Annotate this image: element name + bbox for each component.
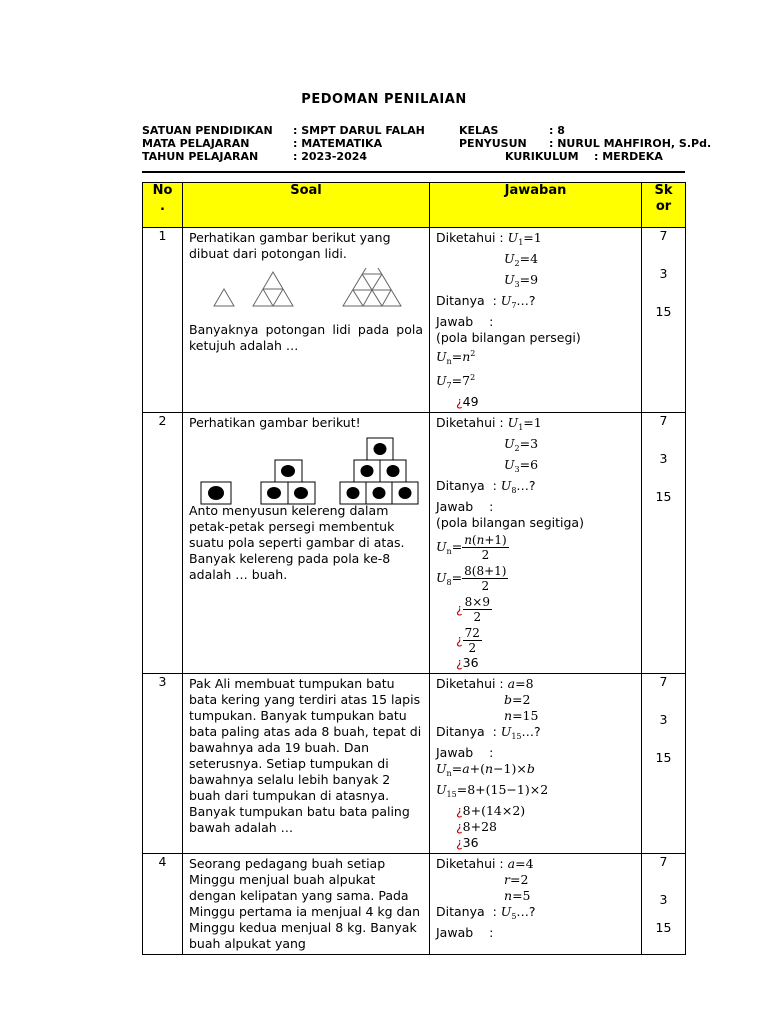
table-row bbox=[143, 228, 686, 413]
soal-text: Seorang pedagang buah setiap Minggu menjual buah alpukat dengan kelipatan yang sama. Pada Minggu pertama ia menjual 4 kg dan Minggu kedua menjual 8 kg. Banyak buah alpukat yang bbox=[189, 856, 421, 951]
skor-cell: 7 3 15 bbox=[642, 413, 686, 674]
row-number: 4 bbox=[143, 854, 183, 955]
header-tahun-value: : 2023-2024 bbox=[293, 150, 368, 163]
jawaban-cell: Diketahui : a=4 r=2 n=5 Ditanya : $U_5\dots$? Jawab : bbox=[430, 854, 642, 955]
header-kelas-value: : 8 bbox=[549, 124, 565, 137]
skor-cell: 7 3 15 bbox=[642, 228, 686, 413]
soal-question: Anto menyusun kelereng dalam petak-petak persegi membentuk suatu pola seperti gambar di atas. Banyak kelereng pada pola ke-8 adalah … buah. bbox=[189, 503, 405, 582]
skor-cell: 7 3 15 bbox=[642, 674, 686, 854]
jawaban-cell: Diketahui : a=8 b=2 n=15 Ditanya : $U_{15}\dots$? Jawab : $U_n=a+(n-1)\times b$ $U_{15}=8+(15-1)\times 2$ ¿8+(14×2) ¿8+28 ¿36 bbox=[430, 674, 642, 854]
table-row bbox=[143, 413, 686, 674]
soal-cell bbox=[183, 674, 430, 854]
soal-cell bbox=[183, 413, 430, 674]
header-penyusun-label: PENYUSUN bbox=[459, 137, 527, 150]
header-satuan-label: SATUAN PENDIDIKAN bbox=[142, 124, 273, 137]
marble-box-pattern-figure bbox=[189, 437, 419, 507]
header-satuan-value: : SMPT DARUL FALAH bbox=[293, 124, 425, 137]
header-mapel-value: : MATEMATIKA bbox=[293, 137, 383, 150]
table-row bbox=[143, 854, 686, 955]
assessment-table bbox=[142, 182, 686, 955]
skor-cell: 7 3 15 bbox=[642, 854, 686, 955]
header-skor: Sk or bbox=[642, 183, 686, 228]
header-soal: Soal bbox=[183, 183, 430, 228]
header-penyusun-value: : NURUL MAHFIROH, S.Pd. bbox=[549, 137, 712, 150]
soal-question: Banyaknya potongan lidi pada pola ketujuh adalah … bbox=[189, 322, 423, 353]
row-number: 1 bbox=[143, 228, 183, 413]
header-no: No . bbox=[143, 183, 183, 228]
header-jawaban: Jawaban bbox=[430, 183, 642, 228]
soal-text: Perhatikan gambar berikut yang dibuat dari potongan lidi. bbox=[189, 230, 391, 261]
header-kurikulum-label: KURIKULUM bbox=[505, 150, 579, 163]
jawaban-cell: Diketahui : $U_1=1$ $U_2=3$ $U_3=6$ Ditanya : $U_8\dots$? Jawab : (pola bilangan segitiga) $U_n=$ $\frac{n(n+1)}{2}$ $U_8=$ $\frac{8(8+1)}{2}$ ¿ $\frac{8\times 9}{2}$ ¿ $\frac{72}{2}$ ¿36 bbox=[430, 413, 642, 674]
page-title: PEDOMAN PENILAIAN bbox=[301, 92, 467, 107]
soal-text: Perhatikan gambar berikut! bbox=[189, 415, 361, 430]
row-number: 3 bbox=[143, 674, 183, 854]
row-number: 2 bbox=[143, 413, 183, 674]
soal-cell bbox=[183, 854, 430, 955]
jawaban-cell: Diketahui : $U_1=1$ $U_2=4$ $U_3=9$ Ditanya : $U_7\dots$? Jawab : (pola bilangan persegi) $U_n=n^2$ $U_7=7^2$ ¿49 bbox=[430, 228, 642, 413]
header-kurikulum-value: : MERDEKA bbox=[594, 150, 663, 163]
soal-cell bbox=[183, 228, 430, 413]
header-divider bbox=[142, 171, 685, 173]
header-kelas-label: KELAS bbox=[459, 124, 499, 137]
triangle-pattern-figure bbox=[189, 268, 419, 312]
header-mapel-label: MATA PELAJARAN bbox=[142, 137, 250, 150]
table-row bbox=[143, 674, 686, 854]
header-tahun-label: TAHUN PELAJARAN bbox=[142, 150, 259, 163]
soal-text: Pak Ali membuat tumpukan batu bata kering yang terdiri atas 15 lapis tumpukan. Banyak tumpukan batu bata paling atas ada 8 buah, tepat di bawahnya ada 19 buah. Dan seterusnya. Setiap tumpukan di bawahnya selalu lebih banyak 2 buah dari tumpukan di atasnya. Banyak tumpukan batu bata paling bawah adalah … bbox=[189, 676, 422, 835]
table-header-row bbox=[143, 183, 686, 228]
